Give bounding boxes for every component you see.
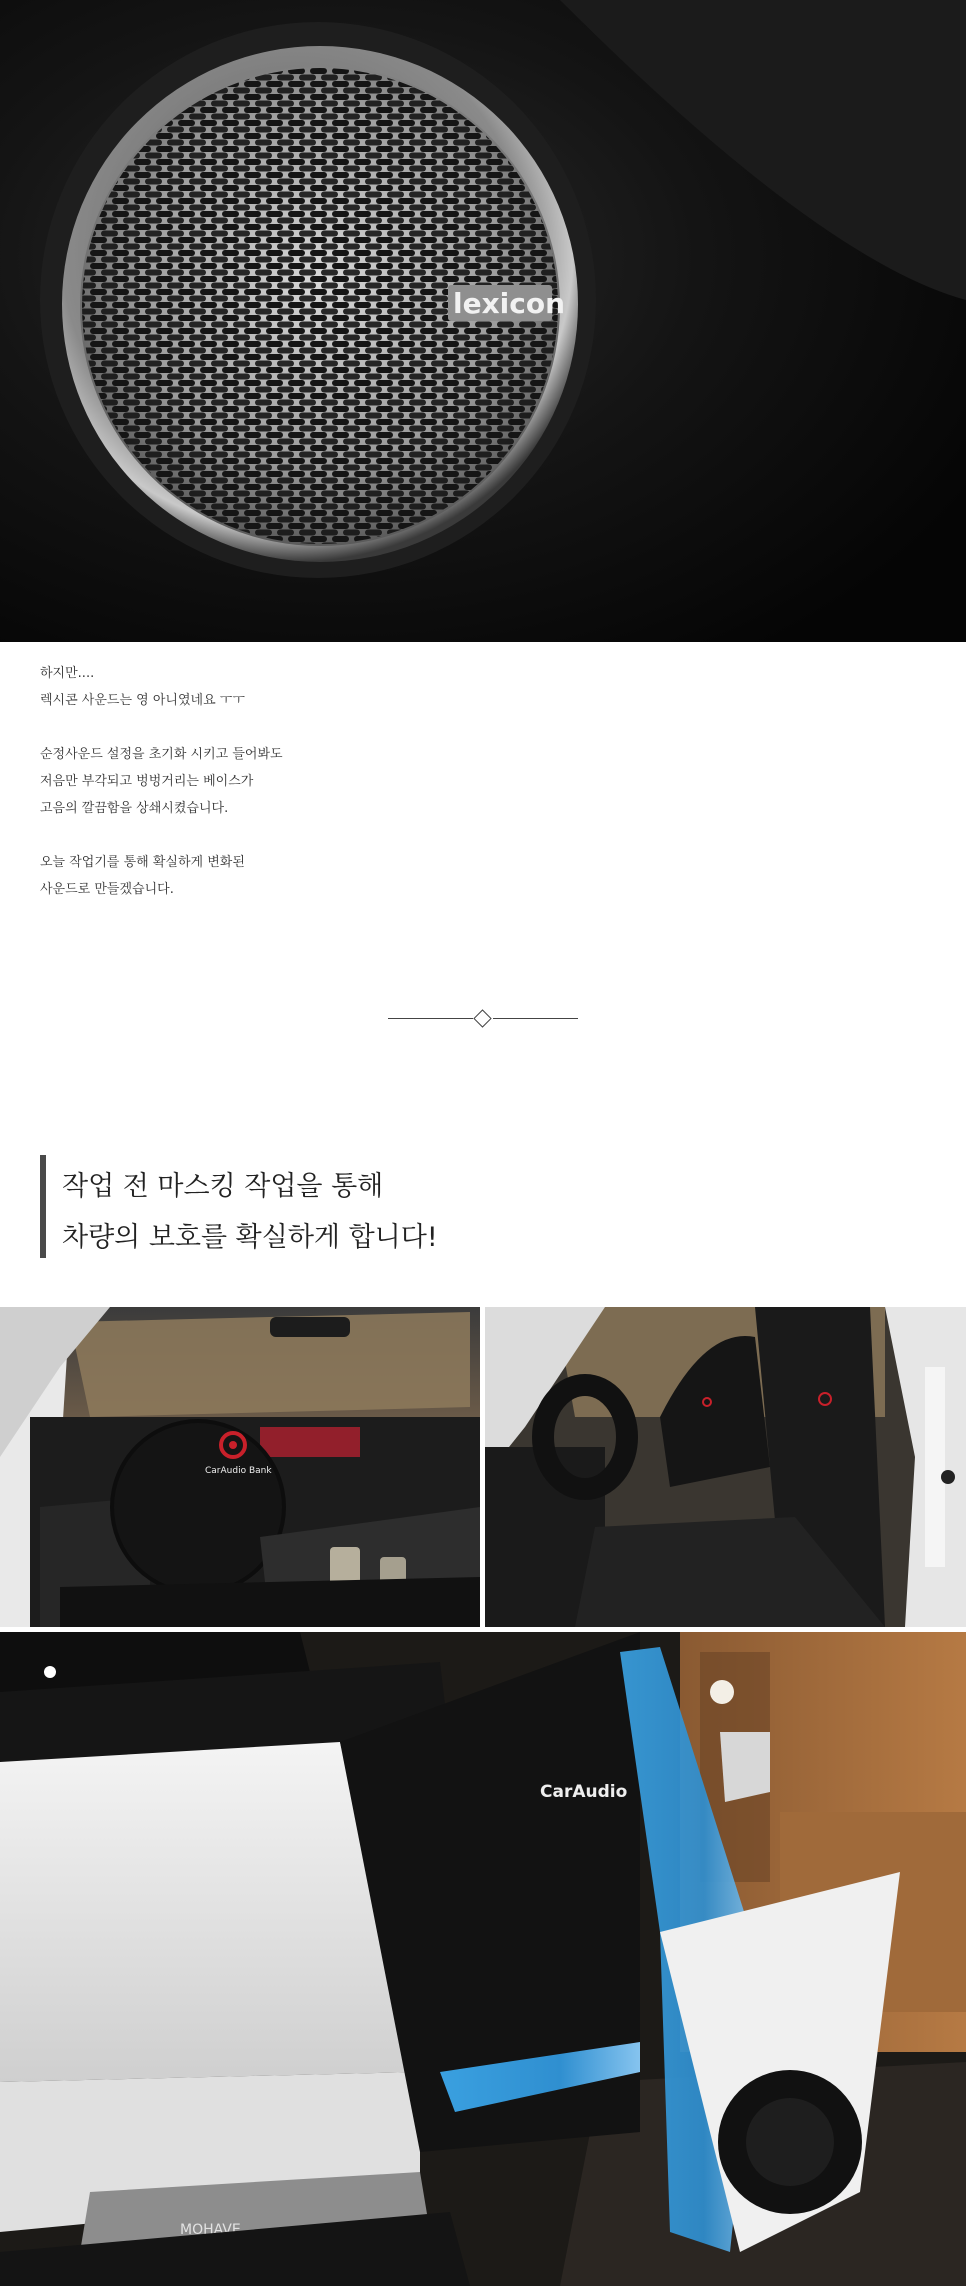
intro-line: 렉시콘 사운드는 영 아니였네요 ㅜㅜ xyxy=(40,693,245,708)
intro-paragraph xyxy=(40,660,640,903)
heading-accent-bar xyxy=(40,1155,46,1258)
intro-line xyxy=(40,714,640,741)
steering-wheel-cover-photo xyxy=(0,1307,480,1627)
section-divider xyxy=(388,1009,578,1029)
shop-sign-text: CarAudio xyxy=(540,1782,628,1802)
divider-line-right xyxy=(493,1018,578,1019)
speaker-grille-photo xyxy=(0,0,966,642)
intro-line: 저음만 부각되고 벙벙거리는 베이스가 xyxy=(40,774,254,789)
carbank-logo-text: CarAudio Bank xyxy=(205,1466,272,1476)
diamond-icon xyxy=(473,1009,491,1027)
door-masking-photo xyxy=(0,1632,966,2286)
intro-line: 순정사운드 설정을 초기화 시키고 들어봐도 xyxy=(40,747,283,762)
heading-line-2: 차량의 보호를 확실하게 합니다! xyxy=(62,1222,438,1253)
divider-line-left xyxy=(388,1018,473,1019)
door-sill-text: MOHAVE xyxy=(180,2222,241,2238)
intro-line xyxy=(40,822,640,849)
intro-line: 고음의 깔끔함을 상쇄시켰습니다. xyxy=(40,801,229,816)
seat-cover-illustration xyxy=(485,1307,966,1627)
intro-line: 하지만.... xyxy=(40,666,95,681)
door-masking-illustration xyxy=(0,1632,966,2286)
lexicon-logo: lexicon xyxy=(453,287,566,320)
speaker-grille-illustration xyxy=(0,0,966,642)
intro-line: 사운드로 만들겠습니다. xyxy=(40,882,174,897)
section-heading xyxy=(40,1155,740,1258)
intro-line: 오늘 작업기를 통해 확실하게 변화된 xyxy=(40,855,245,870)
steering-wheel-cover-illustration xyxy=(0,1307,480,1627)
heading-line-1: 작업 전 마스킹 작업을 통해 xyxy=(62,1171,384,1202)
seat-cover-photo xyxy=(485,1307,966,1627)
